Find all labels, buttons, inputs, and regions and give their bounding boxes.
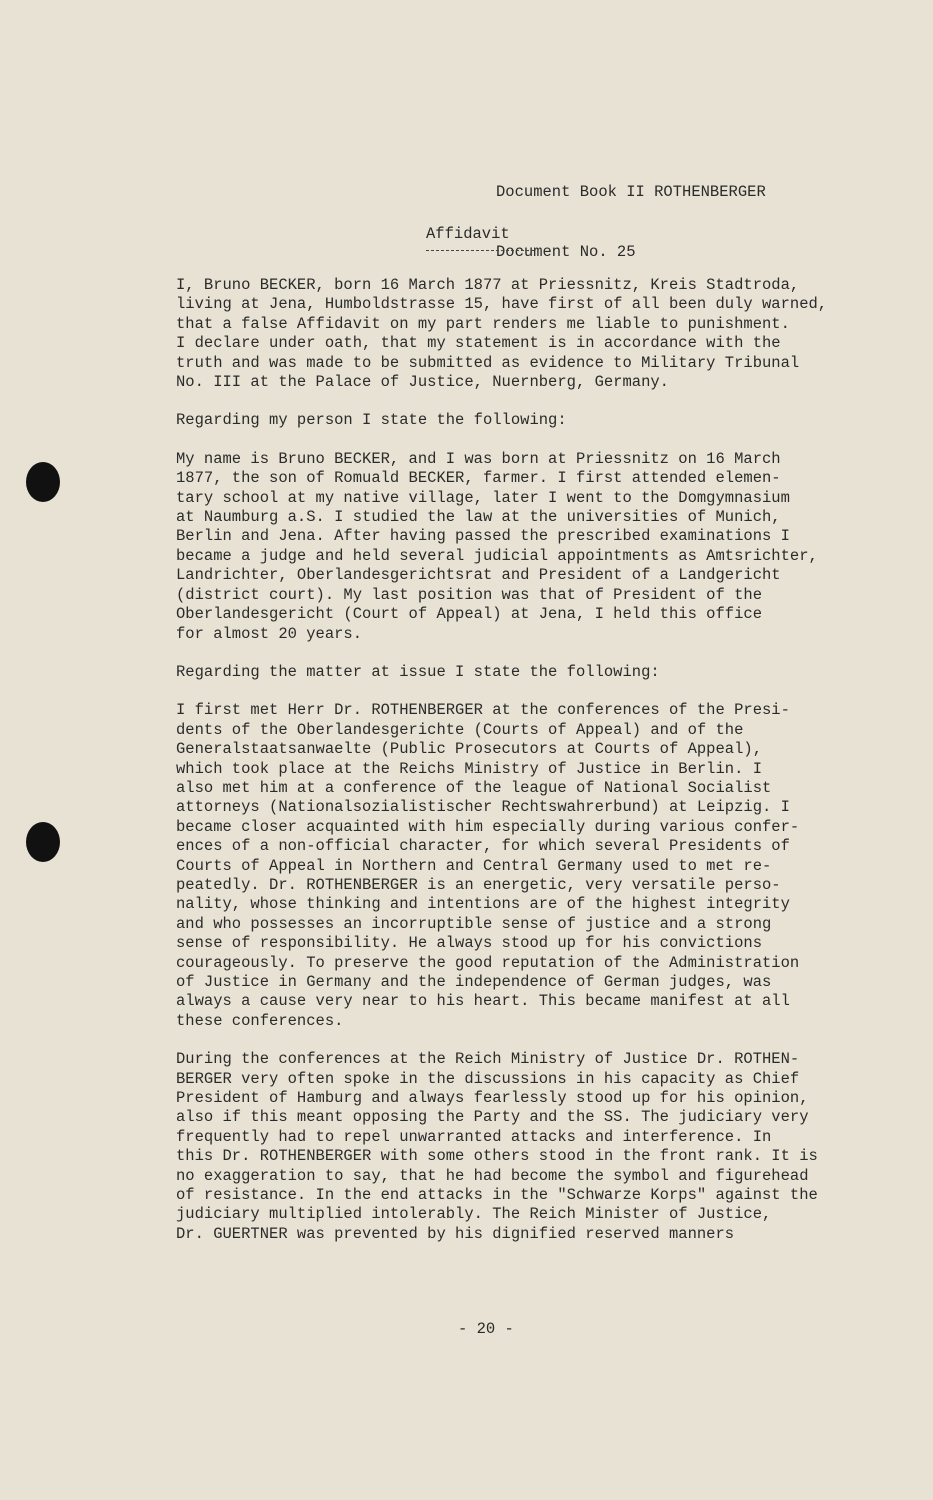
document-title: Affidavit xyxy=(426,225,510,243)
text-line: No. III at the Palace of Justice, Nuernberg, Germany. xyxy=(176,373,669,392)
document-body xyxy=(176,276,876,1263)
text-line: (district court). My last position was that of President of the xyxy=(176,585,762,604)
document-number: Document No. 25 xyxy=(496,243,636,261)
text-line: President of Hamburg and always fearlessly stood up for his opinion, xyxy=(176,1089,809,1108)
text-line: Oberlandesgericht (Court of Appeal) at Jena, I held this office xyxy=(176,605,762,624)
text-line: nality, whose thinking and intentions are of the highest integrity xyxy=(176,895,790,914)
text-line: living at Jena, Humboldstrasse 15, have first of all been duly warned, xyxy=(176,295,828,314)
text-line: I first met Herr Dr. ROTHENBERGER at the conferences of the Presi- xyxy=(176,701,790,720)
text-line: BERGER very often spoke in the discussions in his capacity as Chief xyxy=(176,1069,800,1088)
text-line: of Justice in Germany and the independence of German judges, was xyxy=(176,973,772,991)
paragraph xyxy=(176,411,876,430)
text-line: judiciary multiplied intolerably. The Reich Minister of Justice, xyxy=(176,1205,772,1224)
text-line: truth and was made to be submitted as evidence to Military Tribunal xyxy=(176,353,800,372)
text-line: no exaggeration to say, that he had become the symbol and figurehead xyxy=(176,1166,809,1185)
text-line: that a false Affidavit on my part renders me liable to punishment. xyxy=(176,314,790,333)
text-line: peatedly. Dr. ROTHENBERGER is an energetic, very versatile perso- xyxy=(176,875,781,894)
text-line: this Dr. ROTHENBERGER with some others stood in the front rank. It is xyxy=(176,1147,818,1166)
text-line: for almost 20 years. xyxy=(176,624,363,643)
page-number: - 20 - xyxy=(458,1320,514,1338)
text-line: ences of a non-official character, for which several Presidents of xyxy=(176,837,790,856)
text-line: also if this meant opposing the Party and the SS. The judiciary very xyxy=(176,1108,809,1127)
text-line: always a cause very near to his heart. This became manifest at all xyxy=(176,992,790,1011)
text-line: Landrichter, Oberlandesgerichtsrat and President of a Landgericht xyxy=(176,566,781,585)
text-line: tary school at my native village, later I went to the Domgymnasium xyxy=(176,488,790,507)
title-underline xyxy=(426,250,534,251)
text-line: which took place at the Reichs Ministry of Justice in Berlin. I xyxy=(176,759,762,778)
text-line: Regarding the matter at issue I state the following: xyxy=(176,662,660,681)
text-line: courageously. To preserve the good reputation of the Administration xyxy=(176,953,800,972)
text-line: Generalstaatsanwaelte (Public Prosecutors at Courts of Appeal), xyxy=(176,740,762,759)
punch-hole xyxy=(26,822,60,862)
text-line: I declare under oath, that my statement is in accordance with the xyxy=(176,334,781,353)
text-line: became a judge and held several judicial appointments as Amtsrichter, xyxy=(176,546,818,565)
text-line: these conferences. xyxy=(176,1011,344,1030)
text-line: Courts of Appeal in Northern and Central Germany used to met re- xyxy=(176,856,772,875)
text-line: attorneys (Nationalsozialistischer Rechtswahrerbund) at Leipzig. I xyxy=(176,798,790,817)
text-line: of resistance. In the end attacks in the "Schwarze Korps" against the xyxy=(176,1186,818,1205)
paragraph xyxy=(176,663,876,682)
text-line: became closer acquainted with him especially during various confer- xyxy=(176,817,800,836)
text-line: I, Bruno BECKER, born 16 March 1877 at Priessnitz, Kreis Stadtroda, xyxy=(176,276,800,294)
text-line: also met him at a conference of the league of National Socialist xyxy=(176,778,772,797)
text-line: Regarding my person I state the following: xyxy=(176,411,567,430)
text-line: frequently had to repel unwarranted attacks and interference. In xyxy=(176,1127,772,1146)
document-book: Document Book II ROTHENBERGER xyxy=(496,183,766,201)
text-line: 1877, the son of Romuald BECKER, farmer. I first attended elemen- xyxy=(176,469,781,488)
text-line: at Naumburg a.S. I studied the law at the universities of Munich, xyxy=(176,508,781,527)
punch-hole xyxy=(26,462,60,502)
text-line: sense of responsibility. He always stood up for his convictions xyxy=(176,934,762,953)
paragraph xyxy=(176,1050,876,1244)
text-line: and who possesses an incorruptible sense of justice and a strong xyxy=(176,914,772,933)
text-line: Berlin and Jena. After having passed the prescribed examinations I xyxy=(176,527,790,546)
text-line: My name is Bruno BECKER, and I was born at Priessnitz on 16 March xyxy=(176,449,781,468)
paragraph xyxy=(176,276,876,392)
text-line: During the conferences at the Reich Ministry of Justice Dr. ROTHEN- xyxy=(176,1050,800,1069)
text-line: Dr. GUERTNER was prevented by his dignified reserved manners xyxy=(176,1224,735,1243)
text-line: dents of the Oberlandesgerichte (Courts of Appeal) and of the xyxy=(176,720,744,739)
paragraph xyxy=(176,701,876,1031)
paragraph xyxy=(176,450,876,644)
